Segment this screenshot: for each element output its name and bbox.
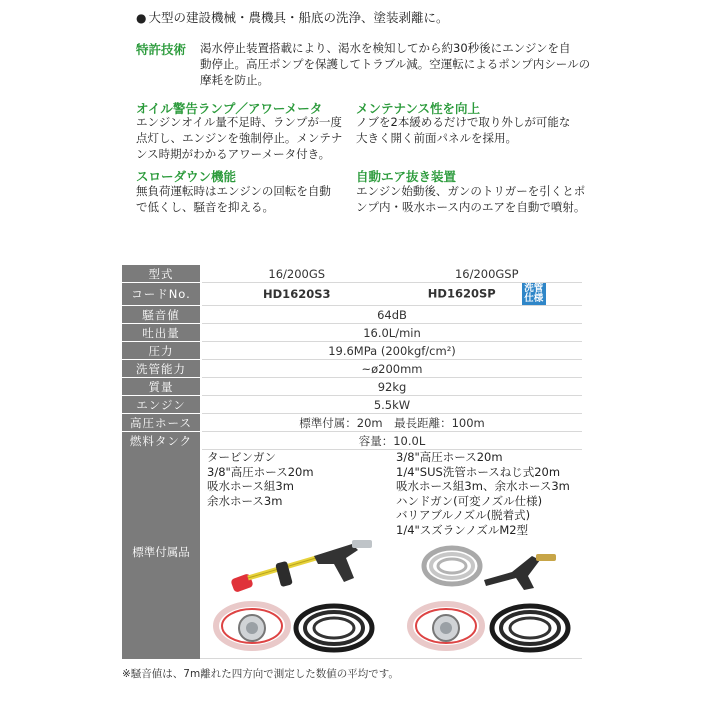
spec-row — [122, 396, 582, 414]
spec-row — [122, 324, 582, 342]
feature-title-air: 自動エア抜き装置 — [356, 169, 457, 184]
spec-table — [122, 265, 582, 450]
feature-line: 動停止。高圧ポンプを保護してトラブル減。空運転によるポンプ内シールの — [200, 57, 591, 71]
spec-row-code — [122, 283, 582, 306]
spec-value: 92kg — [201, 378, 582, 396]
feature-line: エンジン始動後、ガンのトリガーを引くとポ — [356, 184, 586, 198]
feature-line: 無負荷運転時はエンジンの回転を自動 — [136, 184, 331, 198]
feature-line: 渇水停止装置搭載により、渇水を検知してから約30秒後にエンジンを自 — [200, 41, 571, 55]
badge-line: 仕様 — [524, 293, 544, 304]
spec-label: 型式 — [122, 265, 201, 283]
bullet: ● — [136, 11, 147, 25]
feature-title-oil: オイル警告ランプ／アワーメータ — [136, 101, 323, 116]
intro-text: 大型の建設機械・農機具・船底の洗浄、塗装剥離に。 — [148, 10, 449, 25]
feature-body-slowdown — [136, 183, 331, 215]
spec-value: 64dB — [201, 306, 582, 324]
hose-set-image — [406, 596, 578, 658]
spec-label: 吐出量 — [122, 324, 201, 342]
code-a: HD1620S3 — [201, 283, 392, 306]
feature-title-maintenance: メンテナンス性を向上 — [356, 101, 481, 116]
accessory-item: 3/8"高圧ホース20m — [207, 464, 314, 479]
accessory-item: 1/4"スズランノズルM2型 — [396, 522, 529, 537]
sus-hose-handgun-image — [420, 536, 560, 598]
code-b: HD1620SP — [427, 286, 496, 301]
feature-line: ンス時期がわかるアワーメータ付き。 — [136, 147, 331, 161]
turbine-gun-image — [228, 536, 378, 598]
spec-label: 燃料タンク — [122, 432, 201, 450]
spec-value: 容量：10.0L — [201, 432, 582, 450]
feature-body-oil — [136, 114, 342, 162]
accessory-item: 1/4"SUS洗管ホースねじ式20m — [396, 464, 561, 479]
spec-row — [122, 342, 582, 360]
accessory-item: 余水ホース3m — [207, 493, 283, 508]
spec-label: コードNo. — [122, 283, 201, 306]
model-b: 16/200GSP — [392, 265, 583, 283]
feature-title-patent: 特許技術 — [136, 42, 187, 57]
accessory-item: 吸水ホース組3m、余水ホース3m — [396, 479, 570, 493]
feature-title-slowdown: スローダウン機能 — [136, 169, 237, 184]
spec-row — [122, 360, 582, 378]
code-b-cell — [392, 283, 583, 306]
spec-label: 洗管能力 — [122, 360, 201, 378]
spec-value: ~ø200mm — [201, 360, 582, 378]
spec-label: エンジン — [122, 396, 201, 414]
spec-value: 19.6MPa (200kgf/cm²) — [201, 342, 582, 360]
spec-value: 16.0L/min — [201, 324, 582, 342]
accessory-item: 3/8"高圧ホース20m — [396, 450, 503, 464]
hose-set-image — [212, 596, 382, 658]
feature-body-air — [356, 183, 585, 215]
spec-label: 騒音値 — [122, 306, 201, 324]
footnote: ※騒音値は、7m離れた四方向で測定した数値の平均です。 — [122, 668, 399, 680]
feature-line: ノブを2本緩めるだけで取り外しが可能な — [356, 115, 571, 129]
model-a: 16/200GS — [201, 265, 392, 283]
feature-line: ンプ内・吸水ホース内のエアを自動で噴射。 — [356, 200, 586, 214]
feature-body-maintenance — [356, 114, 570, 146]
accessories-label-cell — [122, 447, 200, 659]
spec-label: 圧力 — [122, 342, 201, 360]
accessories-left-list — [207, 450, 314, 508]
accessory-item: ハンドガン(可変ノズル仕様) — [396, 493, 543, 508]
accessory-item: タービンガン — [207, 450, 276, 464]
table-bottom-rule — [200, 658, 582, 659]
spec-row-model — [122, 265, 582, 283]
feature-line: 摩耗を防止。 — [200, 73, 269, 87]
feature-line: エンジンオイル量不足時、ランプが一度 — [136, 115, 342, 129]
feature-line: 点灯し、エンジンを強制停止。メンテナ — [136, 131, 343, 145]
spec-row — [122, 414, 582, 432]
feature-body-patent — [200, 40, 590, 88]
accessories-right-list — [396, 450, 570, 537]
spec-label: 高圧ホース — [122, 414, 201, 432]
spec-value: 5.5kW — [201, 396, 582, 414]
spec-row — [122, 306, 582, 324]
spec-row — [122, 378, 582, 396]
pipe-wash-badge — [522, 283, 546, 305]
badge-line: 洗管 — [524, 283, 544, 294]
accessory-item: 吸水ホース組3m — [207, 479, 294, 493]
feature-line: で低くし、騒音を抑える。 — [136, 200, 274, 214]
spec-label: 質量 — [122, 378, 201, 396]
accessories-label: 標準付属品 — [132, 545, 190, 559]
accessory-item: バリアブルノズル(脱着式) — [396, 508, 531, 522]
intro-line — [136, 8, 449, 26]
spec-value: 標準付属：20m 最長距離：100m — [201, 414, 582, 432]
feature-line: 大きく開く前面パネルを採用。 — [356, 131, 517, 145]
